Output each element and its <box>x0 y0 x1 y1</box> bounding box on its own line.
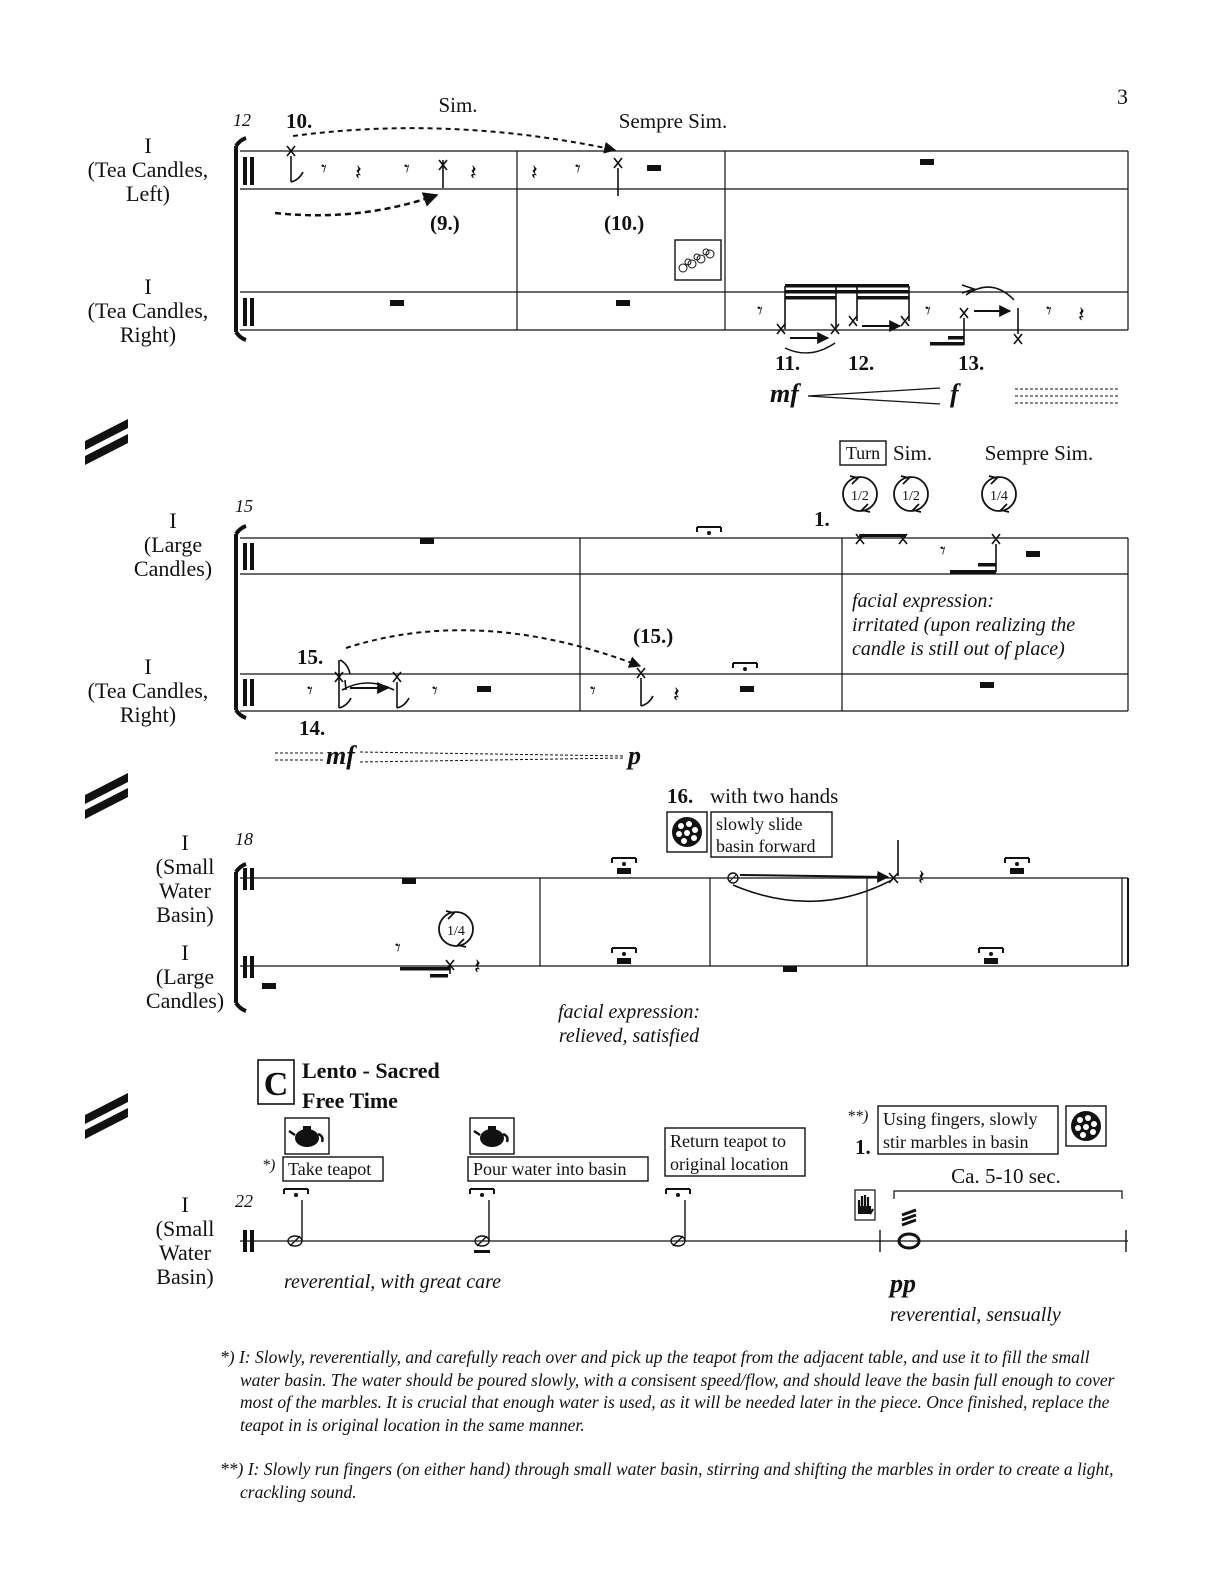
measure-number: 22 <box>235 1191 253 1211</box>
system-separator <box>85 773 128 819</box>
cue-number: 13. <box>958 351 985 375</box>
svg-text:stir marbles in basin: stir marbles in basin <box>883 1132 1029 1152</box>
dynamic-f: f <box>950 379 959 408</box>
cue-number: 15. <box>297 645 324 669</box>
svg-text:I: I <box>144 274 152 299</box>
cue-number: 16. <box>667 784 694 808</box>
system-separator <box>85 1093 128 1139</box>
svg-text:1/2: 1/2 <box>851 489 869 504</box>
svg-text:𝄾: 𝄾 <box>395 935 401 960</box>
svg-text:𝄾: 𝄾 <box>321 156 327 181</box>
svg-text:Water: Water <box>159 1240 211 1265</box>
tempo-marking: Lento - Sacred <box>302 1058 440 1083</box>
expression-text: reverential, sensually <box>890 1304 1061 1326</box>
measure-number: 18 <box>235 829 253 849</box>
svg-text:I: I <box>181 1192 189 1217</box>
svg-text:irritated (upon realizing the: irritated (upon realizing the <box>852 614 1076 636</box>
system-3 <box>146 784 1128 1047</box>
svg-text:𝄾: 𝄾 <box>590 678 596 703</box>
svg-text:(Tea Candles,: (Tea Candles, <box>87 298 209 323</box>
marbles-basin-icon <box>667 812 707 852</box>
pour-water-label: Pour water into basin <box>473 1159 627 1179</box>
footnote-mark: **) <box>847 1108 869 1125</box>
svg-text:𝄾: 𝄾 <box>925 298 931 323</box>
svg-text:basin forward: basin forward <box>716 836 816 856</box>
with-two-hands: with two hands <box>710 784 839 808</box>
cue-number: 12. <box>848 351 875 375</box>
hand-icon <box>855 1190 875 1220</box>
duration-label: Ca. 5-10 sec. <box>951 1164 1061 1188</box>
svg-text:candle is still out of place): candle is still out of place) <box>852 638 1065 660</box>
svg-text:Basin): Basin) <box>156 1264 214 1289</box>
dynamic-mf: mf <box>770 379 799 408</box>
staff-label-bottom <box>88 274 209 347</box>
svg-text:facial expression:: facial expression: <box>557 1001 701 1023</box>
expression-text: reverential, with great care <box>284 1271 501 1293</box>
sim-label: Sim. <box>893 441 933 465</box>
dashed-line <box>1015 389 1118 403</box>
svg-text:slowly slide: slowly slide <box>716 814 803 834</box>
cue-number: (10.) <box>604 211 645 235</box>
svg-text:Right): Right) <box>119 322 177 347</box>
svg-text:𝄾: 𝄾 <box>432 678 438 703</box>
svg-text:𝄾: 𝄾 <box>307 678 313 703</box>
svg-text:original location: original location <box>670 1154 789 1174</box>
svg-text:𝄽: 𝄽 <box>470 160 477 185</box>
turn-label: Turn <box>845 443 881 463</box>
cue-number: 10. <box>286 109 313 133</box>
rehearsal-mark: C <box>263 1066 289 1103</box>
cue-number: (9.) <box>430 211 460 235</box>
staff-label <box>156 1192 215 1289</box>
facial-expression-note <box>558 1001 700 1047</box>
dynamic-pp: pp <box>890 1269 916 1298</box>
svg-text:Using fingers, slowly: Using fingers, slowly <box>883 1109 1038 1129</box>
dynamic-mf: mf <box>326 741 355 770</box>
system-4 <box>156 1058 1128 1326</box>
svg-text:Candles): Candles) <box>133 556 213 581</box>
svg-text:Candles): Candles) <box>145 988 225 1013</box>
svg-text:(Tea Candles,: (Tea Candles, <box>87 678 209 703</box>
cue-number: (15.) <box>633 624 674 648</box>
svg-text:Basin): Basin) <box>156 902 214 927</box>
footnote-mark: *) <box>262 1157 276 1174</box>
rotation-icon <box>439 911 473 947</box>
staff-label-bottom <box>88 654 209 727</box>
system-2 <box>88 441 1128 770</box>
rotation-icon <box>894 476 928 512</box>
staff-label-bottom <box>146 940 224 1013</box>
tea-candles-icon <box>675 240 721 280</box>
svg-text:(Large: (Large <box>143 532 203 557</box>
decrescendo-dashed <box>360 752 625 762</box>
rotation-icon <box>843 476 877 512</box>
svg-text:𝄾: 𝄾 <box>940 538 946 563</box>
tempo-marking-2: Free Time <box>302 1088 398 1113</box>
measure-number: 15 <box>235 496 253 516</box>
staff-label-top <box>134 508 212 581</box>
svg-text:𝄽: 𝄽 <box>355 160 362 185</box>
footnote-1: *) I: Slowly, reverentially, and carefully reach over and pick up the teapot from the adjacent table, and use it to fill the small water basin. The water should be poured slowly, with a consisent speed/flow, and should leave the basin full enough to cover most of the marbles. It is crucial that enough water is used, as it will be needed later in the piece. Once finished, replace the teapot in is original location in the same manner. <box>220 1347 1115 1435</box>
svg-text:𝄾: 𝄾 <box>404 156 410 181</box>
svg-text:I: I <box>181 940 189 965</box>
svg-text:Left): Left) <box>126 181 170 206</box>
svg-text:(Small: (Small <box>155 1216 215 1241</box>
svg-text:(Small: (Small <box>155 854 215 879</box>
sempre-sim-label: Sempre Sim. <box>984 441 1094 465</box>
svg-text:Water: Water <box>159 878 211 903</box>
duration-bracket <box>894 1191 1122 1199</box>
svg-text:facial expression:: facial expression: <box>852 590 995 612</box>
cue-number: 1. <box>814 507 830 531</box>
svg-text:(Large: (Large <box>155 964 215 989</box>
cue-number: 1. <box>855 1135 871 1159</box>
teapot-icon <box>470 1118 514 1154</box>
cue-number: 14. <box>299 716 326 740</box>
svg-text:I: I <box>181 830 189 855</box>
marbles-basin-icon <box>1066 1106 1106 1146</box>
rotation-icon <box>982 476 1016 512</box>
svg-text:𝄽: 𝄽 <box>531 160 538 185</box>
svg-text:𝄽: 𝄽 <box>474 954 481 979</box>
footnote-2: **) I: Slowly run fingers (on either hand) through small water basin, stirring and shifting the marbles in order to create a light, crackling sound. <box>220 1459 1114 1502</box>
sempre-sim-label: Sempre Sim. <box>618 109 728 133</box>
svg-text:(Tea Candles,: (Tea Candles, <box>87 157 209 182</box>
svg-text:𝄽: 𝄽 <box>918 865 925 890</box>
svg-text:I: I <box>144 654 152 679</box>
svg-text:𝄾: 𝄾 <box>757 298 763 323</box>
svg-text:1/4: 1/4 <box>447 924 465 939</box>
cue-number: 11. <box>775 351 801 375</box>
measure-number: 12 <box>233 110 251 130</box>
system-separator <box>85 419 128 465</box>
svg-text:𝄽: 𝄽 <box>1078 302 1085 327</box>
crescendo-hairpin <box>808 388 940 404</box>
take-teapot-label: Take teapot <box>288 1159 372 1179</box>
svg-text:Return teapot to: Return teapot to <box>670 1131 786 1151</box>
staff-label-top <box>88 133 209 206</box>
page-number: 3 <box>1117 84 1128 109</box>
svg-text:1/2: 1/2 <box>902 489 920 504</box>
staff-label-top <box>156 830 215 927</box>
svg-text:Right): Right) <box>119 702 177 727</box>
svg-text:𝄾: 𝄾 <box>575 156 581 181</box>
facial-expression-note <box>852 590 1075 660</box>
svg-text:𝄽: 𝄽 <box>673 682 680 707</box>
svg-text:relieved, satisfied: relieved, satisfied <box>558 1025 700 1047</box>
dynamic-p: p <box>628 741 641 770</box>
sim-label: Sim. <box>438 93 478 117</box>
system-1 <box>88 93 1128 408</box>
svg-text:𝄾: 𝄾 <box>1046 298 1052 323</box>
svg-text:I: I <box>169 508 177 533</box>
teapot-icon <box>285 1118 329 1154</box>
svg-text:I: I <box>144 133 152 158</box>
svg-text:1/4: 1/4 <box>990 489 1008 504</box>
